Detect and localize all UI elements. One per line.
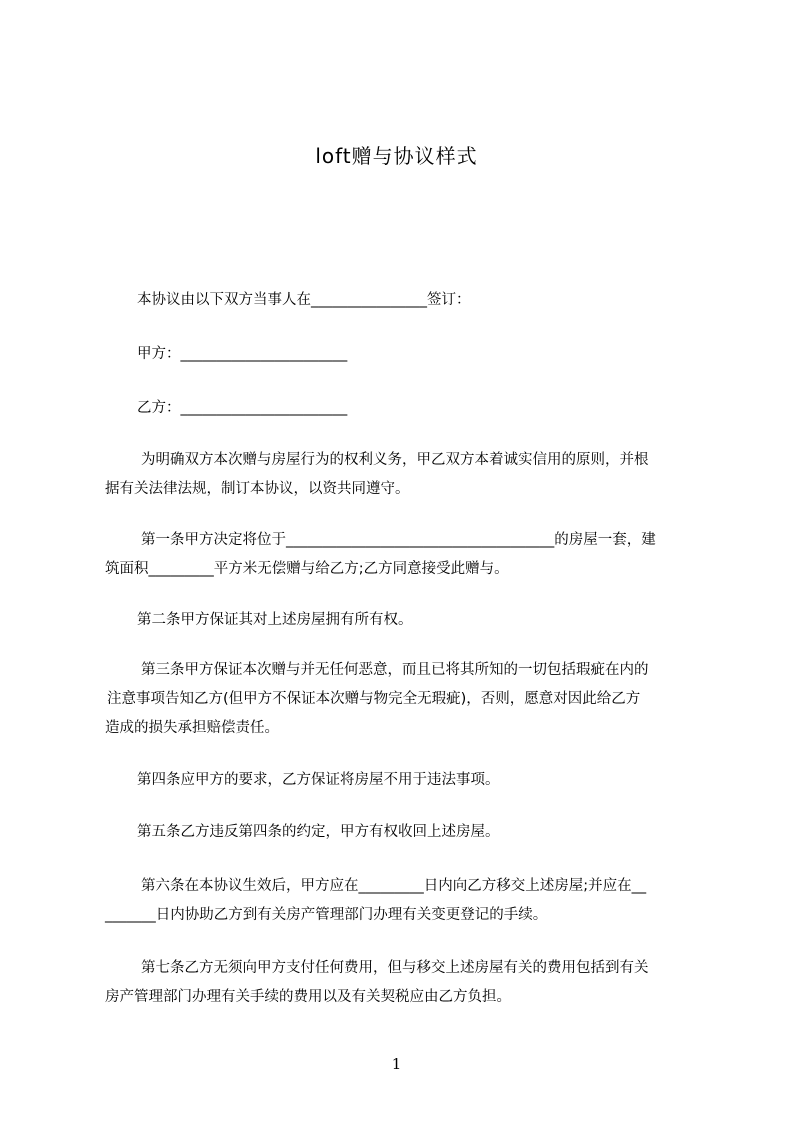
article-4-paragraph: 第四条应甲方的要求，乙方保证将房屋不用于违法事项。 <box>137 772 500 788</box>
article-6-line-1: 第六条在本协议生效后，甲方应在_________日内向乙方移交上述房屋;并应在__ <box>141 878 647 894</box>
article-3-paragraph <box>105 656 701 743</box>
article-7-line-2: 房产管理部门办理有关手续的费用以及有关契税应由乙方负担。 <box>105 989 511 1005</box>
article-1-paragraph <box>105 526 701 584</box>
document-title: loft赠与协议样式 <box>315 144 478 168</box>
article-1-line-1: 第一条甲方决定将位于_____________________________________的房屋一套，建 <box>141 532 656 548</box>
article-5-paragraph: 第五条乙方违反第四条的约定，甲方有权收回上述房屋。 <box>137 824 500 840</box>
purpose-line-1: 为明确双方本次赠与房屋行为的权利义务，甲乙双方本着诚实信用的原则，并根 <box>141 452 649 468</box>
article-7-paragraph <box>105 954 701 1012</box>
article-1-line-2: 筑面积_________平方米无偿赠与给乙方;乙方同意接受此赠与。 <box>105 561 509 577</box>
article-6-line-2: _______日内协助乙方到有关房产管理部门办理有关变更登记的手续。 <box>105 907 548 923</box>
page-number: 1 <box>391 1055 402 1073</box>
party-b-line: 乙方：_______________________ <box>137 400 348 416</box>
article-3-line-1: 第三条甲方保证本次赠与并无任何恶意，而且已将其所知的一切包括瑕疵在内的 <box>141 662 649 678</box>
purpose-paragraph <box>105 446 701 504</box>
intro-paragraph: 本协议由以下双方当事人在________________签订： <box>137 292 471 308</box>
article-6-paragraph <box>105 872 701 930</box>
article-7-line-1: 第七条乙方无须向甲方支付任何费用，但与移交上述房屋有关的费用包括到有关 <box>141 960 649 976</box>
article-3-line-2: 注意事项告知乙方(但甲方不保证本次赠与物完全无瑕疵)，否则，愿意对因此给乙方 <box>107 691 641 707</box>
purpose-line-2: 据有关法律法规，制订本协议，以资共同遵守。 <box>105 481 410 497</box>
article-3-line-3: 造成的损失承担赔偿责任。 <box>105 720 279 736</box>
party-a-line: 甲方：_______________________ <box>137 346 348 362</box>
article-2-paragraph: 第二条甲方保证其对上述房屋拥有所有权。 <box>137 612 413 628</box>
